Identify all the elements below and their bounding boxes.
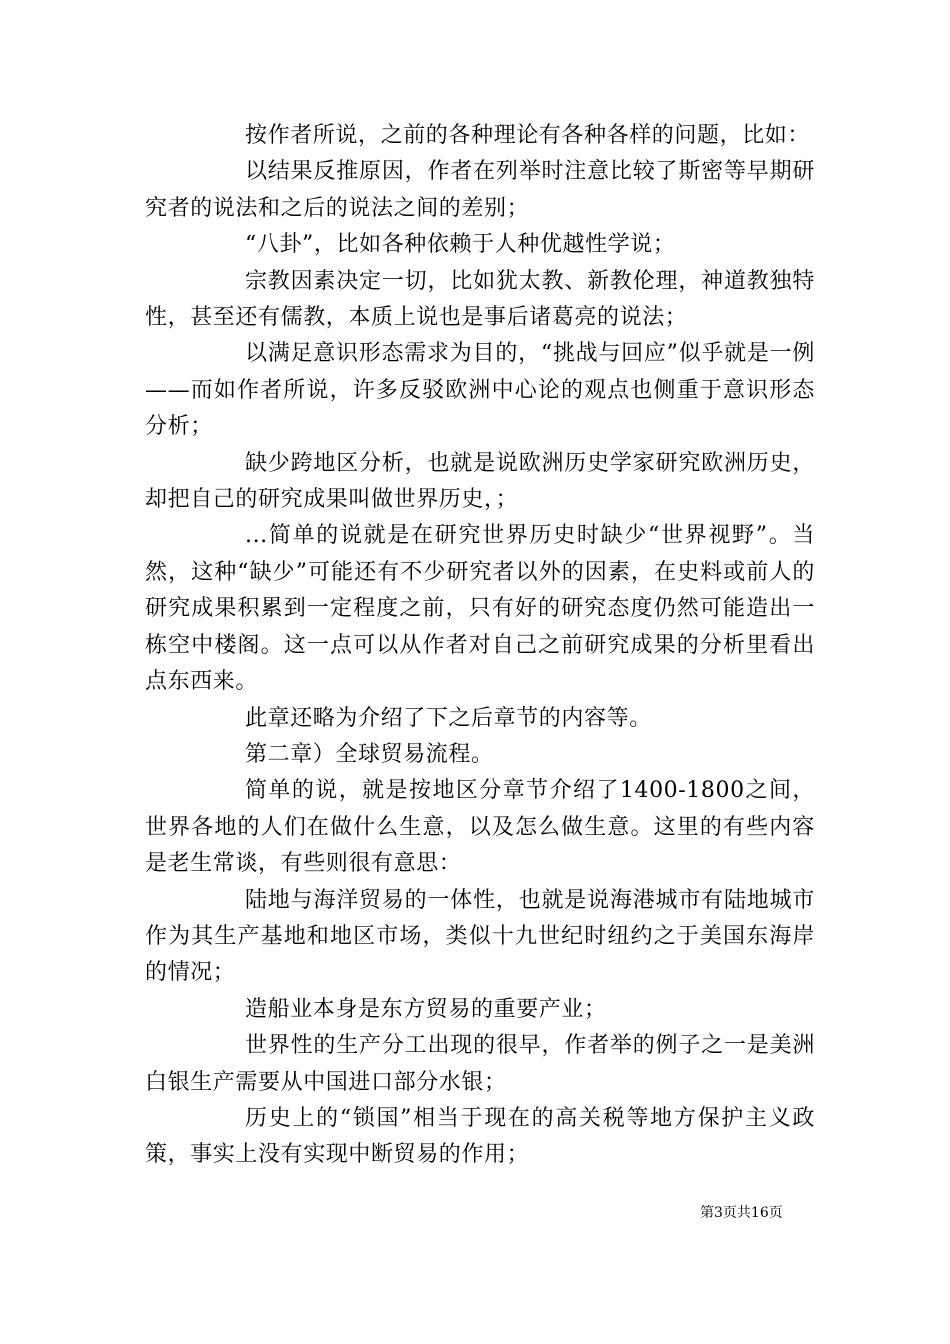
paragraph-12: 造船业本身是东方贸易的重要产业； xyxy=(245,996,607,1022)
paragraph-11: 陆地与海洋贸易的一体性，也就是说海港城市有陆地城市作为其生产基地和地区市场，类似十九世纪时纽约之于美国东海岸的情况； xyxy=(145,887,815,986)
page-number-footer: 第3页共16页 xyxy=(700,1205,783,1221)
paragraph-7: ...简单的说就是在研究世界历史时缺少“世界视野”。当然，这种“缺少”可能还有不少研究者以外的因素，在史料或前人的研究成果积累到一定程度之前，只有好的研究态度仍然可能造出一栋空中楼阁。这一点可以从作者对自己之前研究成果的分析里看出点东西来。 xyxy=(145,523,815,695)
body-text xyxy=(145,118,815,1174)
paragraph-4: 宗教因素决定一切，比如犹太教、新教伦理，神道教独特性，甚至还有儒教，本质上说也是事后诸葛亮的说法； xyxy=(145,268,815,331)
paragraph-14: 历史上的“锁国”相当于现在的高关税等地方保护主义政策，事实上没有实现中断贸易的作用； xyxy=(145,1105,815,1168)
paragraph-2: 以结果反推原因，作者在列举时注意比较了斯密等早期研究者的说法和之后的说法之间的差别； xyxy=(145,159,815,221)
paragraph-5: 以满足意识形态需求为目的，“挑战与回应”似乎就是一例——而如作者所说，许多反驳欧洲中心论的观点也侧重于意识形态分析； xyxy=(145,341,815,440)
paragraph-3: “八卦”，比如各种依赖于人种优越性学说； xyxy=(245,232,676,258)
paragraph-13: 世界性的生产分工出现的很早，作者举的例子之一是美洲白银生产需要从中国进口部分水银； xyxy=(145,1033,815,1095)
paragraph-10: 简单的说，就是按地区分章节介绍了1400-1800之间，世界各地的人们在做什么生意，以及怎么做生意。这里的有些内容是老生常谈，有些则很有意思： xyxy=(145,778,815,877)
chapter-heading: 第二章）全球贸易流程。 xyxy=(245,741,494,767)
paragraph-1: 按作者所说，之前的各种理论有各种各样的问题，比如： xyxy=(245,123,811,148)
paragraph-8: 此章还略为介绍了下之后章节的内容等。 xyxy=(245,705,652,731)
paragraph-6: 缺少跨地区分析，也就是说欧洲历史学家研究欧洲历史，却把自己的研究成果叫做世界历史，； xyxy=(145,450,815,513)
